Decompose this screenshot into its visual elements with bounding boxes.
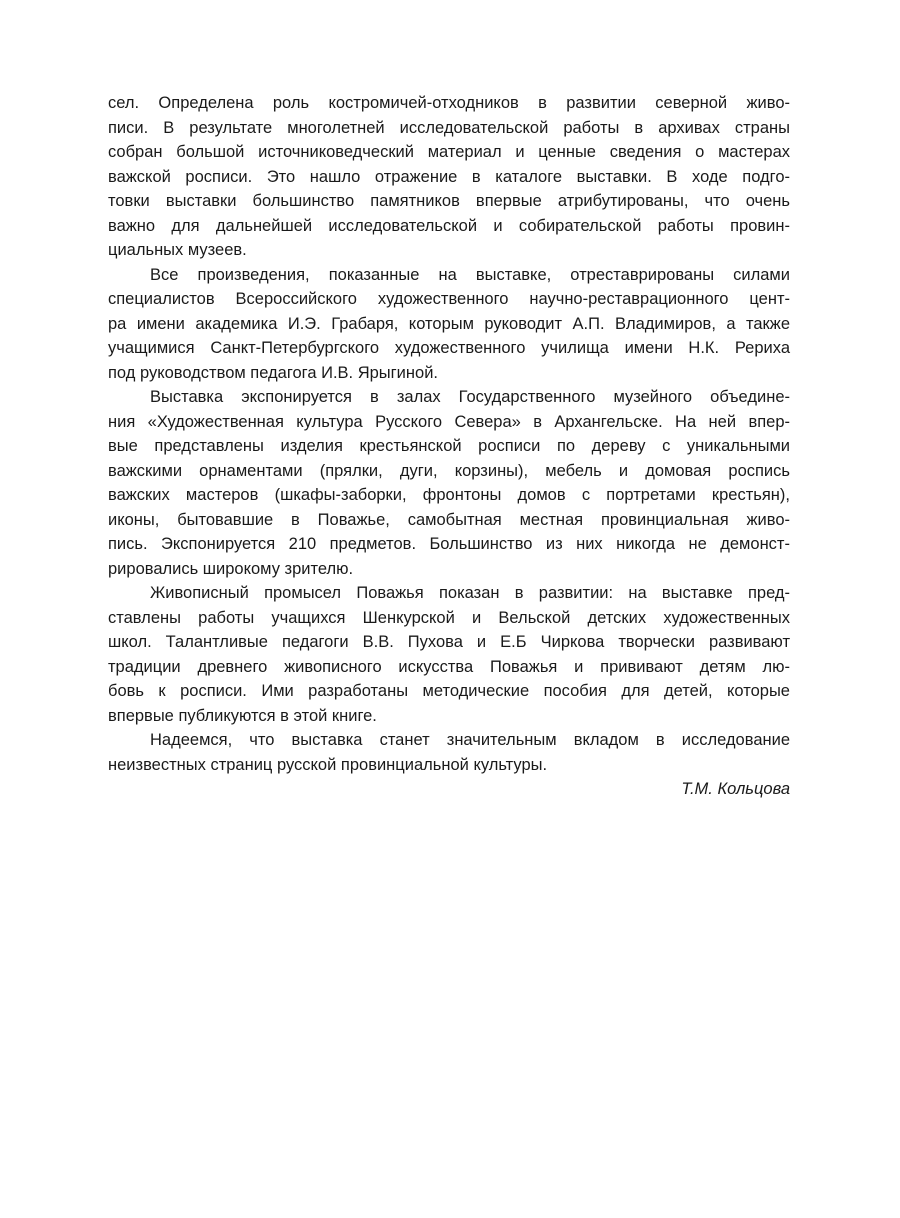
paragraph [108, 581, 790, 728]
document-page [108, 91, 790, 802]
text-line: вые представлены изделия крестьянской росписи по дереву с уникальными [108, 437, 790, 455]
text-line: Все произведения, показанные на выставке, отреставрированы силами [150, 265, 790, 284]
text-line: важскими орнаментами (прялки, дуги, корзины), мебель и домовая роспись [108, 461, 790, 480]
text-line: ставлены работы учащихся Шенкурской и Вельской детских художественных [108, 608, 790, 627]
text-line: собран большой источниковедческий материал и ценные сведения о мастерах [108, 143, 790, 161]
text-line: школ. Талантливые педагоги В.В. Пухова и Е.Б Чиркова творчески развивают [108, 633, 790, 651]
text-line: рировались широкому зрителю. [108, 559, 354, 578]
text-line: специалистов Всероссийского художественного научно-реставрационного цент- [108, 290, 790, 308]
text-line: сел. Определена роль костромичей-отходников в развитии северной живо- [108, 94, 790, 112]
text-line: иконы, бытовавшие в Поважье, самобытная местная провинциальная живо- [108, 510, 790, 529]
text-line: ния «Художественная культура Русского Севера» в Архангельске. На ней впер- [108, 412, 790, 431]
author-signature: Т.М. Кольцова [681, 780, 790, 798]
text-line: важских мастеров (шкафы-заборки, фронтоны домов с портретами крестьян), [108, 486, 790, 504]
text-line: важской росписи. Это нашло отражение в каталоге выставки. В ходе подго- [108, 167, 790, 186]
text-line: бовь к росписи. Ими разработаны методические пособия для детей, которые [108, 682, 790, 700]
text-line: важно для дальнейшей исследовательской и собирательской работы провин- [108, 216, 790, 235]
paragraph [108, 263, 790, 386]
text-line: под руководством педагога И.В. Ярыгиной. [108, 363, 438, 382]
paragraph [108, 385, 790, 581]
text-line: традиции древнего живописного искусства Поважья и прививают детям лю- [108, 657, 790, 676]
text-line: ра имени академика И.Э. Грабаря, которым руководит А.П. Владимиров, а также [108, 314, 790, 333]
text-line: писи. В результате многолетней исследовательской работы в архивах страны [108, 118, 790, 137]
text-line: циальных музеев. [108, 241, 247, 259]
text-line: пись. Экспонируется 210 предметов. Большинство из них никогда не демонст- [108, 535, 790, 553]
text-line: неизвестных страниц русской провинциальной культуры. [108, 755, 548, 774]
paragraph [108, 728, 790, 777]
text-line: впервые публикуются в этой книге. [108, 706, 377, 725]
paragraph [108, 91, 790, 263]
text-line: Живописный промысел Поважья показан в развитии: на выставке пред- [150, 584, 790, 602]
text-line: Надеемся, что выставка станет значительным вкладом в исследование [150, 731, 790, 749]
text-line: товки выставки большинство памятников впервые атрибутированы, что очень [108, 192, 790, 210]
text-line: Выставка экспонируется в залах Государственного музейного объедине- [150, 388, 790, 406]
text-line: учащимися Санкт-Петербургского художественного училища имени Н.К. Рериха [108, 339, 790, 357]
